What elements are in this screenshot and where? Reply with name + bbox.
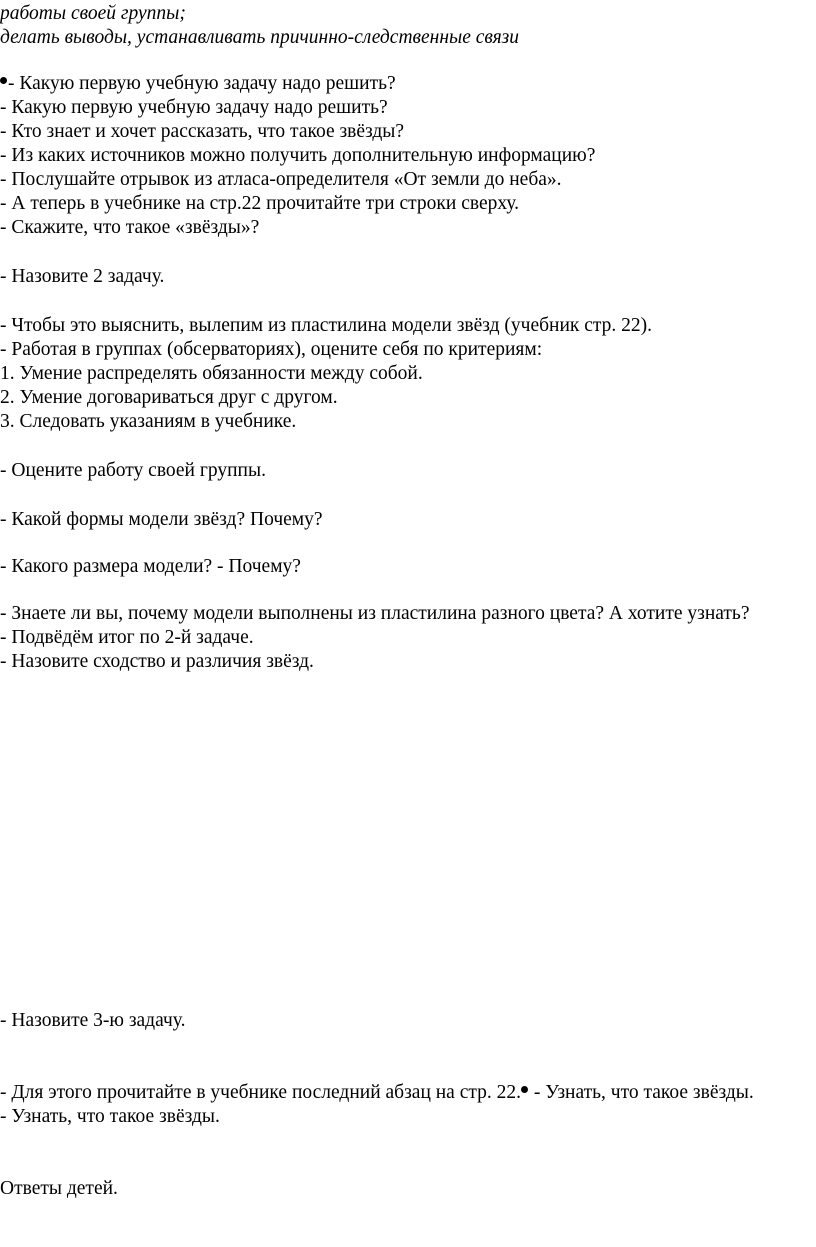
learn-line: - Узнать, что такое звёзды. [0, 1106, 220, 1127]
summary-line-1: - Знаете ли вы, почему модели выполнены из пластилина разного цвета? А хотите узнать? [0, 603, 750, 624]
bullet-line-text: - Какую первую учебную задачу надо решить? [8, 73, 396, 94]
task2-prompt: - Назовите 2 задачу. [0, 266, 165, 287]
size-question-line: - Какого размера модели? - Почему? [0, 556, 301, 577]
shape-question-line: - Какой формы модели звёзд? Почему? [0, 509, 323, 530]
read-line-tail: - Узнать, что такое звёзды. [529, 1082, 754, 1103]
evaluate-group-line: - Оцените работу своей группы. [0, 460, 266, 481]
intro-line-2: делать выводы, устанавливать причинно-следственные связи [0, 27, 520, 48]
read-line-text: - Для этого прочитайте в учебнике последний абзац на стр. 22. [0, 1082, 522, 1103]
summary-line-3: - Назовите сходство и различия звёзд. [0, 651, 314, 672]
criteria-item-1: 1. Умение распределять обязанности между собой. [0, 363, 423, 384]
activity-line-1: - Чтобы это выяснить, вылепим из пластилина модели звёзд (учебник стр. 22). [0, 315, 653, 336]
read-line [0, 1081, 754, 1105]
task3-prompt: - Назовите 3-ю задачу. [0, 1010, 186, 1031]
bullet-line [0, 72, 396, 96]
answers-line: Ответы детей. [0, 1178, 118, 1199]
criteria-item-3: 3. Следовать указаниям в учебнике. [0, 411, 297, 432]
activity-line-2: - Работая в группах (обсерваториях), оцените себя по критериям: [0, 339, 543, 360]
question-line-2: - Кто знает и хочет рассказать, что такое звёзды? [0, 121, 405, 142]
question-line-3: - Из каких источников можно получить дополнительную информацию? [0, 145, 596, 166]
intro-line-1: работы своей группы; [0, 3, 186, 24]
question-line-6: - Скажите, что такое «звёзды»? [0, 217, 260, 238]
bullet-icon [521, 1086, 528, 1093]
question-line-5: - А теперь в учебнике на стр.22 прочитайте три строки сверху. [0, 193, 520, 214]
bullet-icon [0, 77, 7, 84]
question-line-1: - Какую первую учебную задачу надо решить? [0, 97, 388, 118]
criteria-item-2: 2. Умение договариваться друг с другом. [0, 387, 338, 408]
question-line-4: - Послушайте отрывок из атласа-определителя «От земли до неба». [0, 169, 562, 190]
summary-line-2: - Подвёдём итог по 2-й задаче. [0, 627, 254, 648]
